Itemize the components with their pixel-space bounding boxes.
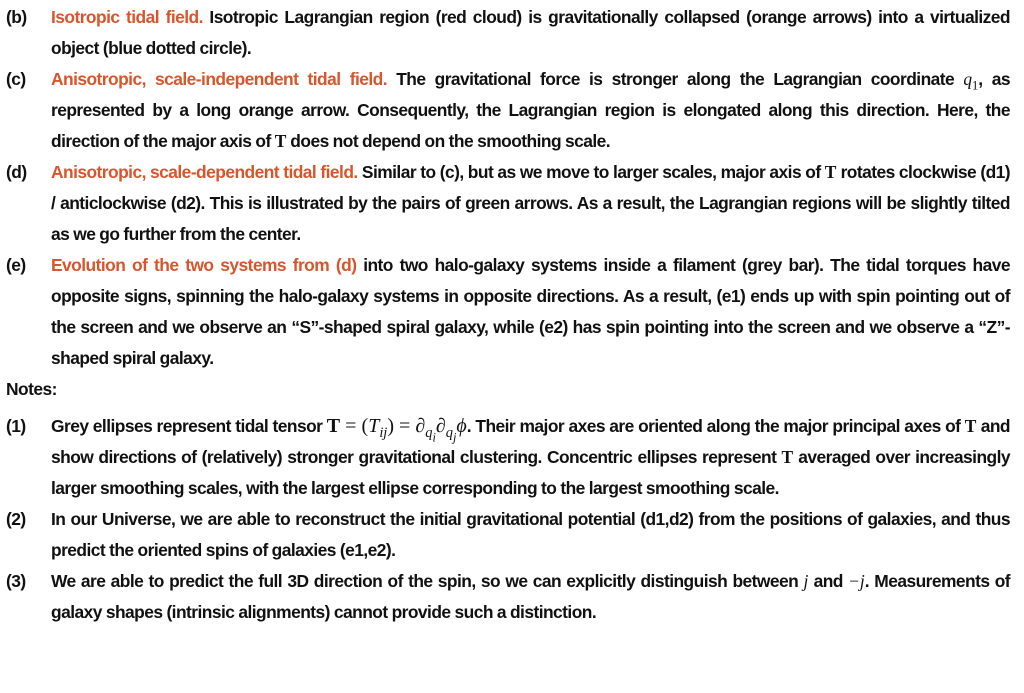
item-text: does not depend on the smoothing scale. xyxy=(290,131,611,151)
math-tensor-T: T xyxy=(274,131,287,151)
item-title: Evolution of the two systems from (d) xyxy=(51,255,357,275)
math-neg-j: −j xyxy=(848,571,865,591)
note-body xyxy=(51,405,1010,504)
note-text: and show directions of (relatively) stronger gravitational clustering. Concentric ellipses represent xyxy=(51,416,1011,467)
math-tidal-tensor-formula: $T = (T_{ij}) = \partial_{q_i}\partial_{q_j}\phi$ xyxy=(326,415,467,445)
note-text: We are able to predict the full 3D direction of the spin, so we can explicitly distinguish between xyxy=(51,571,799,591)
item-label: (d) xyxy=(6,162,27,182)
caption-item-c xyxy=(6,64,1010,157)
item-body xyxy=(51,250,1010,374)
math-tensor-T: T xyxy=(964,416,977,436)
item-text: Similar to (c), but as we move to larger scales, major axis of xyxy=(361,162,821,182)
note-1 xyxy=(6,405,1010,504)
item-body xyxy=(51,64,1010,157)
note-first-line xyxy=(51,405,1010,504)
item-label: (c) xyxy=(6,69,26,89)
note-text: . Their major axes are oriented along the major principal axes of xyxy=(466,416,961,436)
note-text: Grey ellipses represent tidal tensor xyxy=(51,416,323,436)
math-j: j xyxy=(803,571,809,591)
item-text: into two halo-galaxy systems inside a filament (grey bar). The tidal torques have opposite signs, spinning the halo-galaxy systems in opposite directions. As a result, (e1) ends up with spin pointing out of the screen and we observe an “S”-shaped spiral galaxy, while (e2) has spin pointing into the screen and we observe a “Z”-shaped spiral galaxy. xyxy=(51,255,1010,368)
note-3 xyxy=(6,566,1010,628)
note-body xyxy=(51,566,1010,628)
note-label: (2) xyxy=(6,509,26,529)
note-text: averaged over increasingly larger smoothing scales, with the largest ellipse corresponding to the largest smoothing scale. xyxy=(51,447,1010,498)
note-text: In our Universe, we are able to reconstruct the initial gravitational potential (d1,d2) from the positions of galaxies, and thus predict the oriented spins of galaxies (e1,e2). xyxy=(51,509,1010,560)
item-label: (e) xyxy=(6,255,26,275)
item-title: Isotropic tidal field. xyxy=(51,7,203,27)
notes-heading: Notes: xyxy=(6,379,57,399)
math-q1: $q_1$ xyxy=(963,69,979,93)
note-2 xyxy=(6,504,1010,566)
item-text: , as represented by a long orange arrow. Consequently, the Lagrangian region is elongated along this direction. Here, the direction of the major axis of xyxy=(51,69,1010,151)
math-tensor-T: T xyxy=(824,162,837,182)
item-text: Isotropic Lagrangian region (red cloud) is gravitationally collapsed (orange arrows) into a virtualized object (blue dotted circle). xyxy=(51,7,1010,58)
caption-item-d xyxy=(6,157,1010,250)
caption-item-e xyxy=(6,250,1010,374)
item-text: The gravitational force is stronger along the Lagrangian coordinate xyxy=(396,69,955,89)
caption-item-b xyxy=(6,2,1010,64)
item-body xyxy=(51,2,1010,64)
math-tensor-T: T xyxy=(781,447,794,467)
item-title: Anisotropic, scale-dependent tidal field. xyxy=(51,162,358,182)
note-text: . Measurements of galaxy shapes (intrinsic alignments) cannot provide such a distinction. xyxy=(51,571,1011,622)
item-title: Anisotropic, scale-independent tidal field. xyxy=(51,69,387,89)
note-body xyxy=(51,504,1010,566)
item-label: (b) xyxy=(6,7,27,27)
item-body xyxy=(51,157,1010,250)
note-label: (1) xyxy=(6,416,26,436)
note-label: (3) xyxy=(6,571,26,591)
item-text: rotates clockwise (d1) / anticlockwise (d2). This is illustrated by the pairs of green arrows. As a result, the Lagrangian regions will be slightly tilted as we go further from the center. xyxy=(51,162,1011,244)
note-text: and xyxy=(813,571,843,591)
